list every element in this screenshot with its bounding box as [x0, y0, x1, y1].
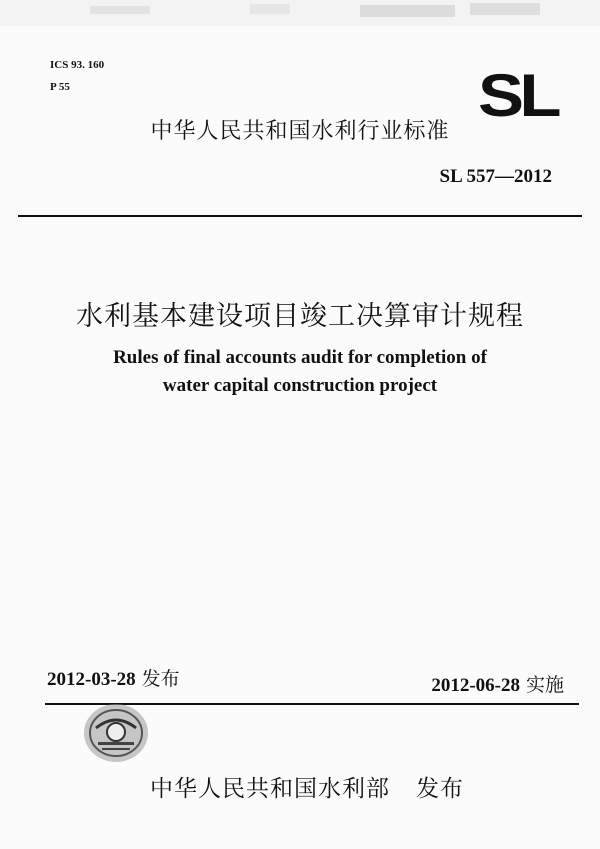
issue-date: [47, 664, 180, 691]
standard-number: SL 557—2012: [439, 166, 552, 187]
scan-noise: [0, 0, 600, 26]
publisher-action: 发布: [416, 776, 464, 802]
effective-date-value: 2012-06-28: [431, 675, 520, 696]
effective-date: [431, 670, 564, 697]
header-divider: [18, 215, 582, 217]
ccs-code: P 55: [50, 81, 70, 93]
ics-code: ICS 93. 160: [50, 59, 105, 71]
effective-date-label: 实施: [525, 674, 564, 696]
standard-category: 中华人民共和国水利行业标准: [150, 119, 450, 144]
publisher-name: 中华人民共和国水利部: [150, 776, 390, 802]
title-english-line2: water capital construction project: [162, 375, 438, 396]
issue-date-label: 发布: [141, 668, 180, 690]
title-chinese: 水利基本建设项目竣工决算审计规程: [76, 301, 524, 332]
title-english-line1: Rules of final accounts audit for completion of: [113, 347, 487, 368]
issue-date-value: 2012-03-28: [47, 669, 136, 690]
library-stamp-icon: [82, 702, 150, 764]
sl-logo: SL: [478, 62, 557, 129]
title-english: [0, 344, 600, 400]
publisher: [150, 770, 464, 803]
classification-codes: [50, 54, 104, 98]
